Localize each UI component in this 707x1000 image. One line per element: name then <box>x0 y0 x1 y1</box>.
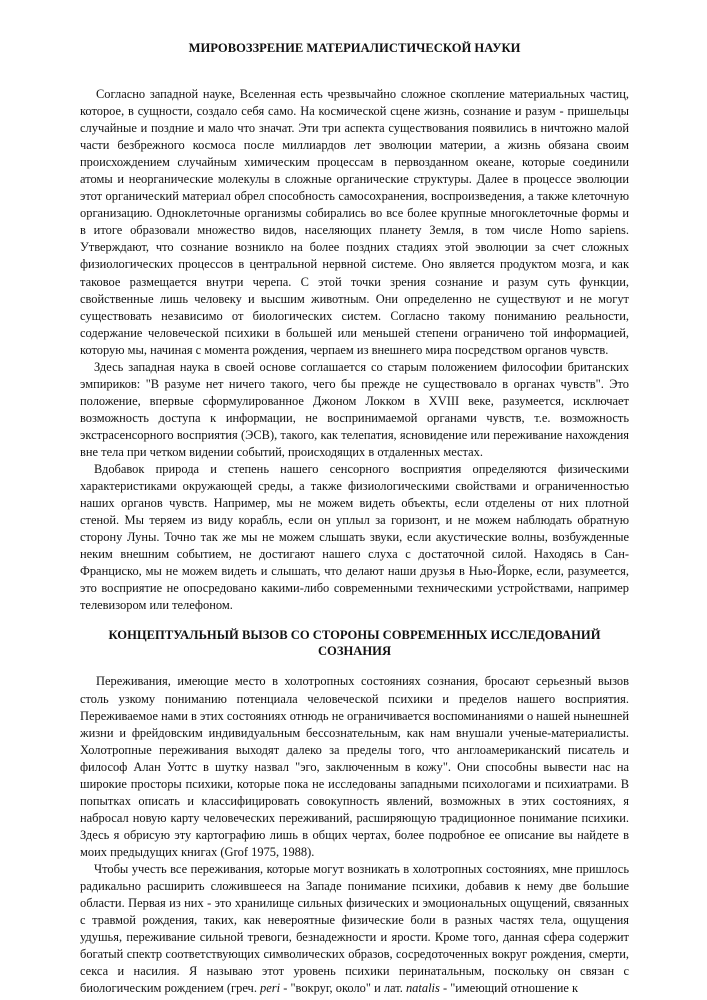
paragraph-text: Чтобы учесть все переживания, которые могут возникать в холотропных состояниях, мне пришлось радикально расширить сложившееся на Западе понимание психики, добавив к нему две большие области. Первая из них - это хранилище сильных физических и эмоциональных ощущений, связанных с травмой рождения, таких, как невероятные физические боли в разных частях тела, ощущения удушья, переживание сильной тревоги, безнадежности и ярости. Кроме того, данная сфера содержит богатый спектр соответствующих символических образов, сосредоточенных вокруг рождения, смерти, секса и насилия. Я называю этот уровень психики перинатальным, поскольку он связан с биологическим рождением (греч. <box>80 861 629 996</box>
section-heading: КОНЦЕПТУАЛЬНЫЙ ВЫЗОВ СО СТОРОНЫ СОВРЕМЕННЫХ ИССЛЕДОВАНИЙ СОЗНАНИЯ <box>108 628 601 658</box>
document-title: МИРОВОЗЗРЕНИЕ МАТЕРИАЛИСТИЧЕСКОЙ НАУКИ <box>188 41 521 55</box>
paragraph <box>80 861 629 997</box>
section-conceptual-challenge <box>80 673 629 997</box>
document-page <box>80 40 629 997</box>
paragraph: Согласно западной науке, Вселенная есть чрезвычайно сложное скопление материальных частиц, которое, в сущности, создало себя само. На космической сцене жизнь, сознание и разум - пришельцы случайные и поздние и мало что значат. Эти три аспекта существования появились в ничтожно малой части безбрежного космоса после миллиардов лет эволюции материи, а жизнь обязана своим происхождением случайным химическим процессам в первозданном океане, которые соединили атомы и неорганические молекулы в сложные органические структуры. Далее в процессе эволюции этот органический материал обрел способность самосохранения, воспроизведения, а также клеточную организацию. Одноклеточные организмы собирались во все более крупные многоклеточные формы и в итоге образовали множество видов, населяющих планету Земля, в том числе Homo sapiens. Утверждают, что сознание возникло на более поздних стадиях этой эволюции за счет сложных физиологических процессов в центральной нервной системе. Оно является продуктом мозга, и как таковое размещается внутри черепа. С этой точки зрения сознание и разум суть функции, свойственные лишь человеку и высшим животным. Они определенно не существуют и не могут существовать независимо от биологических систем. Согласно такому пониманию реальности, содержание человеческой психики в большей или меньшей степени ограничено той информацией, которую мы, начиная с момента рождения, черпаем из внешнего мира посредством органов чувств. <box>80 87 629 357</box>
term-gloss: - "имеющий отношение к <box>442 981 579 996</box>
greek-term: peri <box>260 981 281 996</box>
paragraph: Вдобавок природа и степень нашего сенсорного восприятия определяются физическими характеристиками окружающей среды, а также физиологическими свойствами и ограниченностью наших органов чувств. Например, мы не можем видеть объекты, если отделены от них плотной стеной. Мы теряем из виду корабль, если он уплыл за горизонт, и не можем наблюдать обратную сторону Луны. Точно так же мы не можем слышать звуки, если акустические волны, возбужденные неким внешним событием, не достигают нашего слуха с достаточной силой. Находясь в Сан-Франциско, мы не можем видеть и слышать, что делают наши друзья в Нью-Йорке, если, разумеется, это восприятие не опосредовано какими-либо современными техническими устройствами, например телевизором или телефоном. <box>80 462 629 613</box>
section-materialist-worldview <box>80 86 629 614</box>
paragraph: Здесь западная наука в своей основе соглашается со старым положением философии британских эмпириков: "В разуме нет ничего такого, чего бы прежде не существовало в органах чувств". Это положение, впервые сформулированное Джоном Локком в XVIII веке, разумеется, исключает возможность доступа к информации, не воспринимаемой органами чувств, т.е. возможность экстрасенсорного восприятия (ЭСВ), такого, как телепатия, ясновидение или переживание нахождения вне тела при четком видении событий, происходящих в отдаленных местах. <box>80 359 629 459</box>
term-gloss: - "вокруг, около" и лат. <box>283 981 403 996</box>
latin-term: natalis <box>405 981 440 996</box>
paragraph: Переживания, имеющие место в холотропных состояниях сознания, бросают серьезный вызов столь узкому пониманию потенциала человеческой психики и пределов нашего восприятия. Переживаемое нами в этих состояниях отнюдь не ограничивается воспоминаниями о нашей нынешней жизни и фрейдовским индивидуальным бессознательным, как нам внушали ученые-материалисты. Холотропные переживания выходят далеко за пределы того, что англоамериканский писатель и философ Алан Уоттс в шутку назвал "эго, заключенным в кожу". Они способны вывести нас на широкие просторы психики, которые пока не исследованы западными психологами и психиатрами. В попытках описать и классифицировать совокупность явлений, возможных в этих состояниях, я набросал новую карту человеческих переживаний, расширяющую традиционное понимание психики. Здесь я обрисую эту картографию лишь в общих чертах, более подробное ее описание вы найдете в моих предыдущих книгах (Grof 1975, 1988). <box>80 674 629 859</box>
